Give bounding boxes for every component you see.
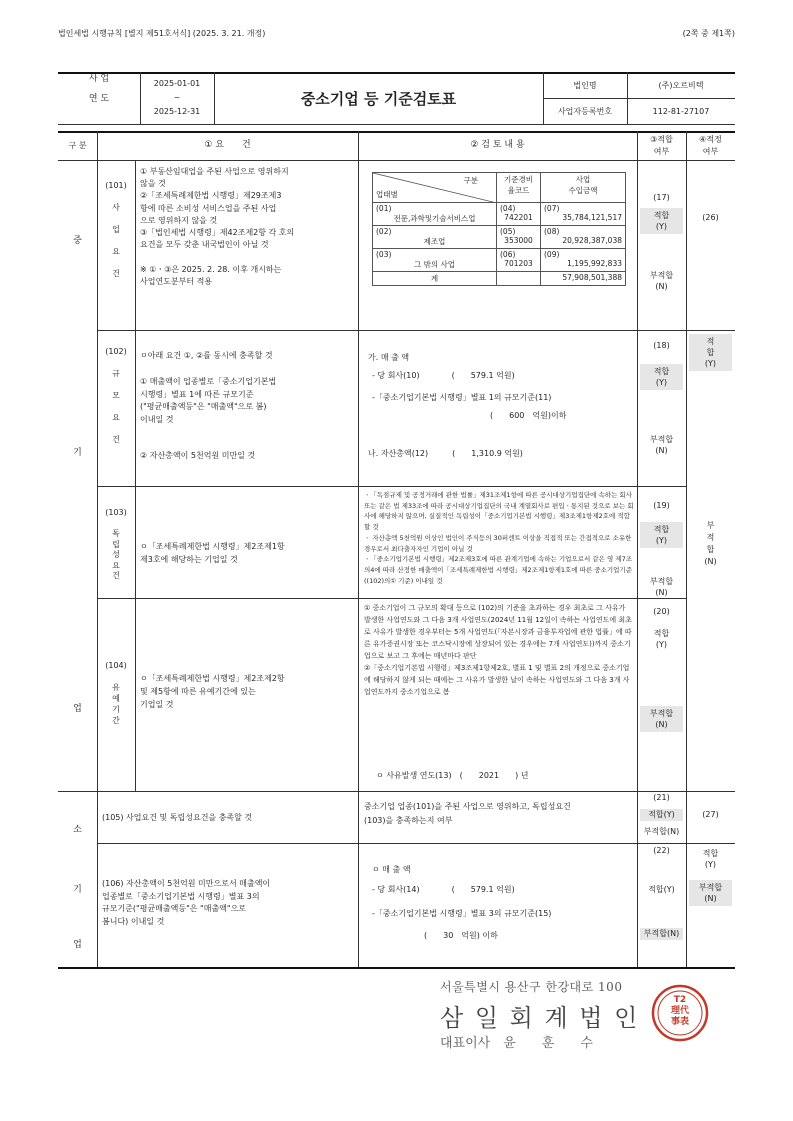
row102-suit-no: (18) [653,341,670,350]
row102-req1: ㅇ아래 요건 ①, ②를 동시에 충족할 것 [140,351,273,360]
col-category: 구 분 [68,141,87,150]
row106-overall-yes: 적합 (Y) [702,849,719,869]
row102-req3: ② 자산총액이 5천억원 미만일 것 [140,451,256,460]
stamp-representative: 대표이사 윤 훈 수 [440,1036,593,1051]
row104-suit-yes: 적합 (Y) [653,629,670,649]
corp-name: (주)오르비텍 [658,81,704,90]
row103-suit-yes: 적합 (Y) [640,522,683,548]
row105-suit-na: 부적합(N) [643,827,680,836]
page-title: 중소기업 등 기준검토표 [300,90,457,108]
biz-no-label: 사업자등록번호 [557,107,613,116]
row101-suit-na: 부적합 (N) [649,271,674,291]
col-suitable: ③적합 여부 [650,135,673,156]
section-char: 기 [73,448,82,458]
row102-rev3: -「중소기업기본법 시행령」별표 1의 규모기준(11) [372,393,552,402]
row101-overall: (26) [702,213,719,222]
row103-suit-no: (19) [653,501,670,510]
table-row: (01) 전문,과학및기술서비스업 (04) 742201 (07) 35,784,121,517 [373,203,626,226]
table-head-amount: 사업 수입금액 [541,173,626,203]
row102-suit-na: 부적합 (N) [649,435,674,455]
section-char: 업 [73,940,82,950]
section-char: 업 [73,704,82,714]
row105-suit-yes: 적합(Y) [640,809,683,821]
row103-requirement: ㅇ「조세특례제한법 시행령」제2조제1항 제3호에 해당하는 기업일 것 [140,542,285,564]
row102-rev4: ( 600 억원)이하 [490,411,567,420]
row103-label: (103) 독 립 성 요 건 [105,508,127,580]
row102-rev5: 나. 자산총액(12) ( 1,310.9 억원) [368,449,523,458]
table-row: (02) 제조업 (05) 353000 (08) 20,928,387,038 [373,226,626,249]
row101-label: (101) 사 업 요 건 [105,181,127,278]
form-reference: 법인세법 시행규칙 [별지 제51호서식] (2025. 3. 21. 개정) [58,29,266,38]
row106-rev4: ( 30 억원) 이하 [424,931,498,940]
col-review: ② 검 토 내 용 [470,140,525,150]
row104-suit-no: (20) [653,607,670,616]
row103-overall-no: 부 적 합 (N) [704,521,717,566]
row102-rev2: - 당 회사(10) ( 579.1 억원) [372,371,515,380]
period-start: 2025-01-01 [153,79,201,88]
row106-rev3: -「중소기업기본법 시행령」별표 3의 규모기준(15) [372,909,552,918]
row106-rev1: ㅇ 매 출 액 [372,865,411,874]
row105-requirement: (105) 사업요건 및 독립성요건을 충족할 것 [102,813,253,822]
business-income-table [372,172,626,286]
row102-overall-yes: 적 합 (Y) [689,334,732,371]
row106-suit-yes: 적합(Y) [648,885,675,894]
col-overall: ④적정 여부 [699,135,722,156]
col-requirement: ① 요 건 [204,140,251,150]
row104-requirement: ㅇ「조세특례제한법 시행령」제2조제2항 및 제5항에 따른 유예기간에 있는 기업일 것 [140,674,285,709]
row106-rev2: - 당 회사(14) ( 579.1 억원) [372,885,515,894]
company-seal [650,983,710,1043]
table-head-top: 구분 [463,176,478,185]
section-char: 소 [73,825,82,835]
corp-name-label: 법인명 [573,81,597,90]
row102-label: (102) 규 모 요 건 [105,347,127,444]
row103-suit-na: 부적합 (N) [649,577,674,597]
table-head-bottom: 업태별 [376,190,398,199]
row102-req2: ① 매출액이 업종별로「중소기업기본법 시행령」별표 1에 따른 규모기준 ("평균매출액등"은 "매출액"으로 봄) 이내일 것 [140,377,277,424]
row104-reason-year: ㅇ 사유발생 연도(13) ( 2021 ) 년 [376,771,529,780]
row106-overall-no: 부적합 (N) [689,880,732,906]
row105-suit-no: (21) [653,793,670,802]
page-info: (2쪽 중 제1쪽) [682,29,735,38]
row104-suit-na: 부적합 (N) [640,706,683,732]
row103-review: ㆍ「독점규제 및 공정거래에 관한 법률」제31조제1항에 따른 공시대상기업집단에 속하는 회사 또는 같은 법 제33조에 따라 공시대상기업집단의 국내 계열회사로 편입ㆍ통지된 것으로 보는 회사에 해당하지 않으며, 실질적인 독립성이「중소기업기본법 시행령」제3조제1항제2호에 적합할 것 ㆍ 자산총액 5천억원 이상인 법인이 주식등의 30퍼센트 이상을 직접적 또는 간접적으로 소유한 경우로서 최다출자자인 기업이 아닐 것 ㆍ「중소기업기본법 시행령」제2조제3호에 따른 관계기업에 속하는 기업으로서 같은 영 제7조의4에 따라 산정한 매출액이「조세특례제한법 시행령」제2조제1항제1호에 따른 중소기업기준((102)의① 기준) 이내일 것 [364,491,634,585]
row102-rev1: 가. 매 출 액 [368,353,410,362]
biz-no: 112-81-27107 [652,107,710,116]
row104-review: ① 중소기업이 그 규모의 확대 등으로 (102)의 기준을 초과하는 경우 최초로 그 사유가 발생한 사업연도와 그 다음 3개 사업연도(2024년 11월 12일이 속하는 사업연도에 최초로 사유가 발생한 경우부터는 5개 사업연도(「자본시장과 금융투자업에 관한 법률」에 따른 유가증권시장 또는 코스닥시장에 상장되어 있는 경우에는 7개 사업연도))까지 중소기업으로 보고 그 후에는 매년마다 판단 ②「중소기업기본법 시행령」제3조제1항제2호, 별표 1 및 별표 2의 개정으로 중소기업에 해당하지 않게 되는 때에는 그 사유가 발생한 날이 속하는 사업연도와 그 다음 3개 사업연도까지 중소기업으로 봄 [364,604,632,696]
row101-suit-yes: 적합 (Y) [640,208,683,234]
row105-review: 중소기업 업종(101)을 주된 사업으로 영위하고, 독립성요건 (103)을 충족하는지 여부 [364,802,571,825]
table-row: (03) 그 밖의 사업 (06) 701203 (09) 1,195,992,833 [373,249,626,272]
row102-suit-yes: 적합 (Y) [640,364,683,390]
row105-overall: (27) [702,810,719,819]
period-label: 사 업 연 도 [88,74,110,104]
table-total-row: 계 57,908,501,388 [373,272,626,286]
period-end: 2025-12-31 [153,107,201,116]
seal-text: T2 理代 事表 [670,995,689,1027]
row106-suit-na: 부적합(N) [640,928,683,940]
section-char: 중 [73,236,82,246]
row104-label: (104) 유 예 기 간 [105,661,127,725]
row101-suit-no: (17) [653,193,670,202]
stamp-firm: 삼 일 회 계 법 인 [440,1004,640,1032]
table-head-code: 기준경비 율코드 [497,173,541,203]
row106-suit-no: (22) [653,846,670,855]
row101-requirement: ① 부동산임대업을 주된 사업으로 영위하지 않을 것 ②「조세특례제한법 시행령」제29조제3 항에 따른 소비성 서비스업을 주된 사업 으로 영위하지 않을 것 ③「법인세법 시행령」제42조제2항 각 호의 요건을 모두 갖춘 내국법인이 아닐 것 ※ ①ㆍ③은 2025. 2. 28. 이후 개시하는 사업연도분부터 적용 [140,167,295,286]
section-char: 기 [73,885,82,895]
row106-requirement: (106) 자산총액이 5천억원 미만으로서 매출액이 업종별로「중소기업기본법 시행령」별표 3의 규모기준("평균매출액등"은 "매출액"으로 봄니다) 이내일 것 [102,879,271,926]
period-tilde: ~ [173,93,181,102]
stamp-address: 서울특별시 용산구 한강대로 100 [440,980,623,994]
